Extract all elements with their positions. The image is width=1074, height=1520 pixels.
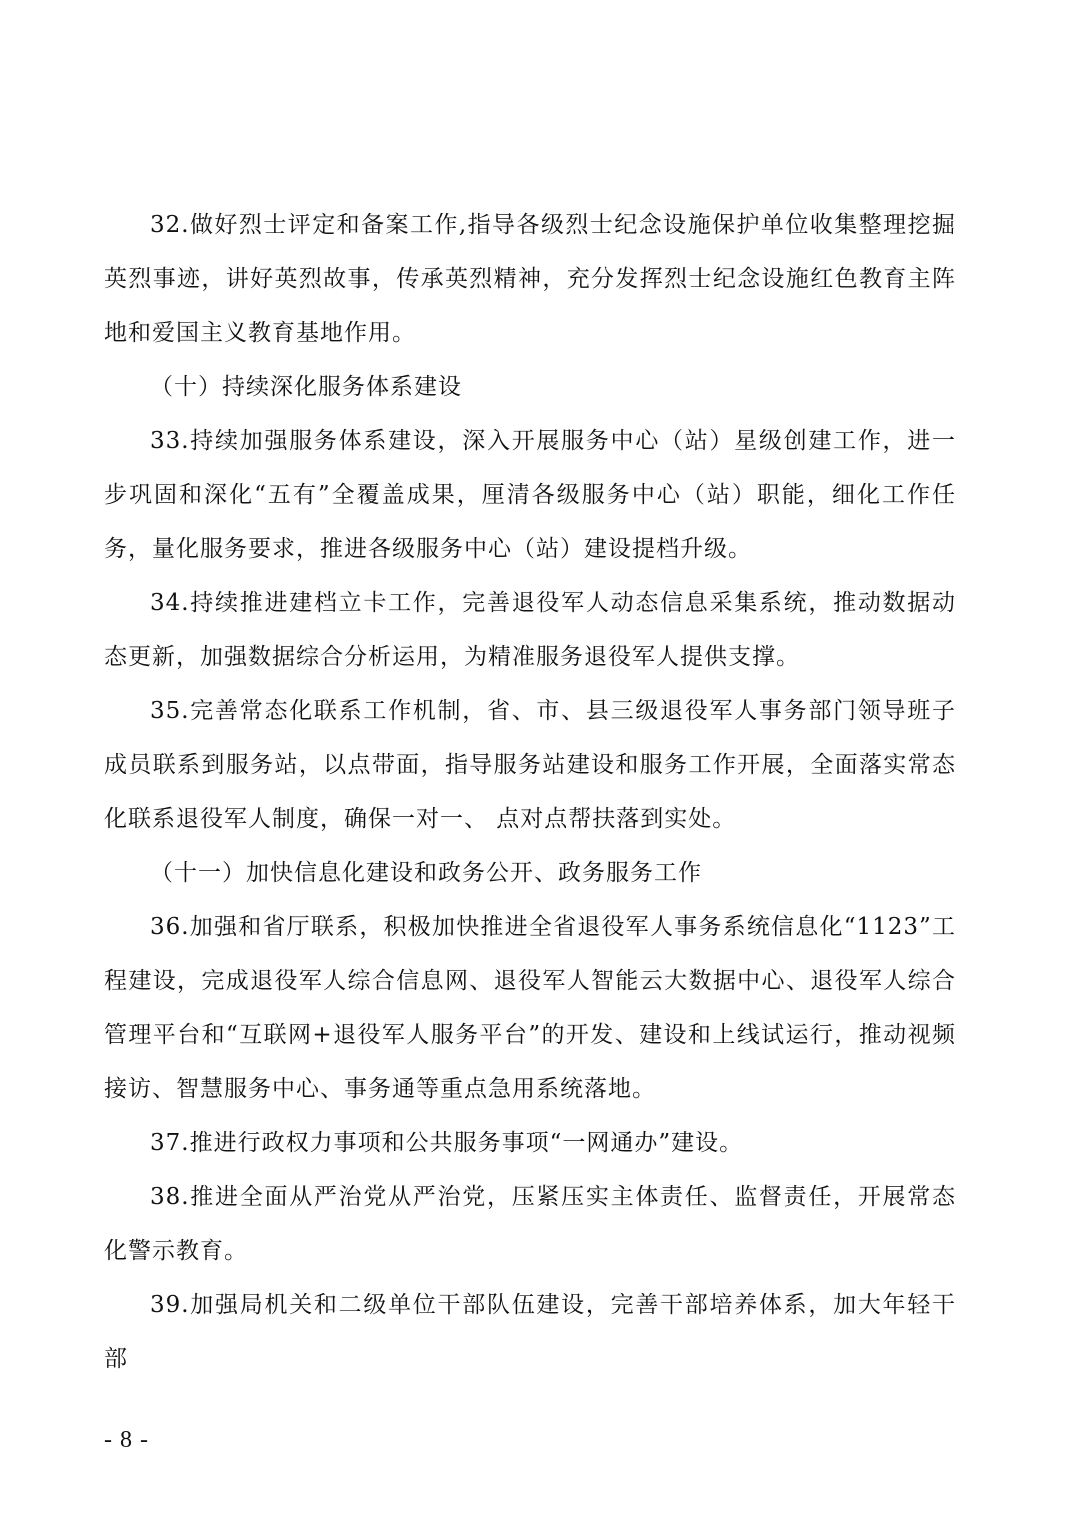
paragraph-33: 33.持续加强服务体系建设，深入开展服务中心（站）星级创建工作，进一步巩固和深化“五有”全覆盖成果，厘清各级服务中心（站）职能，细化工作任务，量化服务要求，推进各级服务中心（站）建设提档升级。: [104, 428, 956, 562]
paragraph-32: 32.做好烈士评定和备案工作,指导各级烈士纪念设施保护单位收集整理挖掘英烈事迹，讲好英烈故事，传承英烈精神，充分发挥烈士纪念设施红色教育主阵地和爱国主义教育基地作用。: [104, 212, 956, 346]
paragraph-34: 34.持续推进建档立卡工作，完善退役军人动态信息采集系统，推动数据动态更新，加强数据综合分析运用，为精准服务退役军人提供支撑。: [104, 590, 956, 670]
section-heading-11: （十一）加快信息化建设和政务公开、政务服务工作: [150, 860, 702, 886]
paragraph-37: 37.推进行政权力事项和公共服务事项“一网通办”建设。: [150, 1130, 744, 1156]
section-heading-10: （十）持续深化服务体系建设: [150, 374, 462, 400]
paragraph-38: 38.推进全面从严治党从严治党，压紧压实主体责任、监督责任，开展常态化警示教育。: [104, 1184, 956, 1264]
paragraph-36: 36.加强和省厅联系，积极加快推进全省退役军人事务系统信息化“1123”工程建设，完成退役军人综合信息网、退役军人智能云大数据中心、退役军人综合管理平台和“互联网+退役军人服务平台”的开发、建设和上线试运行，推动视频接访、智慧服务中心、事务通等重点急用系统落地。: [104, 914, 956, 1102]
document-body: [104, 198, 956, 1386]
page-number: - 8 -: [104, 1427, 149, 1453]
paragraph-35: 35.完善常态化联系工作机制，省、市、县三级退役军人事务部门领导班子成员联系到服务站，以点带面，指导服务站建设和服务工作开展，全面落实常态化联系退役军人制度，确保一对一、 点对点帮扶落到实处。: [104, 698, 956, 832]
paragraph-39: 39.加强局机关和二级单位干部队伍建设，完善干部培养体系，加大年轻干部: [104, 1292, 956, 1372]
